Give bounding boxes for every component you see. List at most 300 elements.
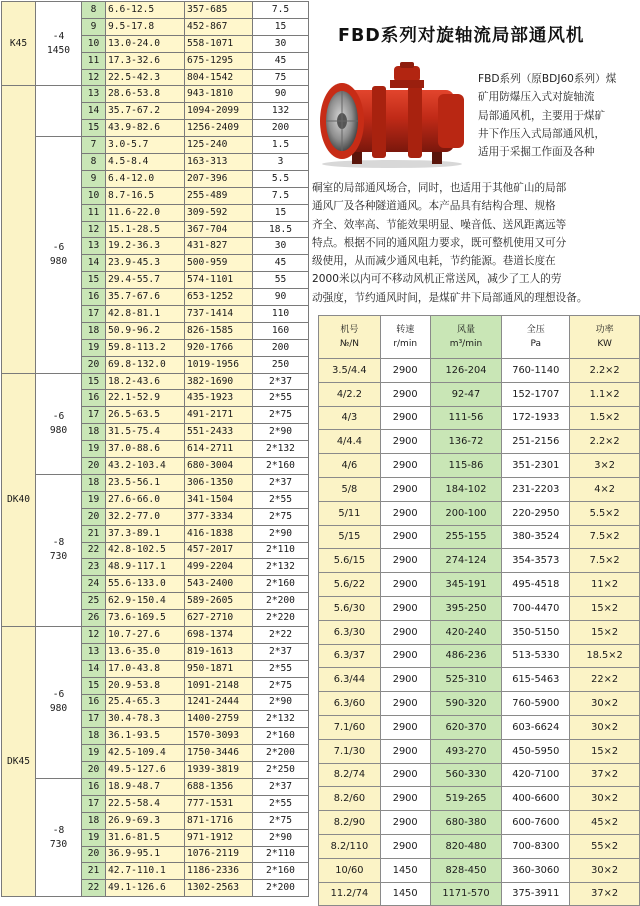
model-cell: 4/6	[319, 454, 381, 478]
pressure-cell: 603-6624	[502, 715, 570, 739]
power-cell: 11×2	[570, 573, 640, 597]
machine-no-cell: 13	[82, 643, 106, 660]
airflow-cell: 519-265	[430, 787, 502, 811]
power-cell: 90	[253, 289, 309, 306]
pressure-cell: 804-1542	[185, 69, 253, 86]
model-cell: K45	[2, 2, 36, 86]
airflow-cell: 31.5-75.4	[106, 424, 185, 441]
model-cell: 8.2/90	[319, 811, 381, 835]
speed-cell: 2900	[380, 811, 430, 835]
power-cell: 2*75	[253, 812, 309, 829]
pole-speed-line: 980	[49, 255, 68, 267]
pressure-cell: 1094-2099	[185, 103, 253, 120]
airflow-cell: 35.7-67.2	[106, 103, 185, 120]
left-spec-table	[1, 1, 309, 897]
airflow-cell: 111-56	[430, 406, 502, 430]
pole-speed-cell	[36, 626, 82, 778]
pole-speed-line: -6	[52, 241, 65, 253]
airflow-cell: 10.7-27.6	[106, 626, 185, 643]
airflow-cell: 32.2-77.0	[106, 508, 185, 525]
power-cell: 2*37	[253, 643, 309, 660]
model-cell: 10/60	[319, 858, 381, 882]
pole-speed-line: -8	[52, 537, 65, 549]
speed-cell: 1450	[380, 882, 430, 906]
power-cell: 2*75	[253, 677, 309, 694]
airflow-cell: 820-480	[430, 834, 502, 858]
airflow-cell: 31.6-81.5	[106, 829, 185, 846]
machine-no-cell: 18	[82, 322, 106, 339]
pressure-cell: 450-5950	[502, 739, 570, 763]
pole-speed-line: 980	[49, 703, 68, 715]
pressure-cell: 760-5900	[502, 692, 570, 716]
table-row	[319, 573, 640, 597]
model-cell: 5.6/22	[319, 573, 381, 597]
airflow-cell: 42.8-81.1	[106, 306, 185, 323]
pole-speed-cell	[36, 474, 82, 626]
power-cell: 2*220	[253, 610, 309, 627]
airflow-cell: 136-72	[430, 430, 502, 454]
header-unit: r/min	[393, 339, 418, 349]
power-cell: 2*90	[253, 694, 309, 711]
pressure-cell: 152-1707	[502, 382, 570, 406]
speed-cell: 2900	[380, 359, 430, 383]
pressure-cell: 653-1252	[185, 289, 253, 306]
model-cell: 11.2/74	[319, 882, 381, 906]
airflow-cell: 37.0-88.6	[106, 441, 185, 458]
table-header-cell	[319, 316, 381, 359]
pressure-cell: 452-867	[185, 18, 253, 35]
power-cell: 2.2×2	[570, 430, 640, 454]
description-right	[478, 70, 616, 161]
machine-no-cell: 24	[82, 576, 106, 593]
airflow-cell: 255-155	[430, 525, 502, 549]
pressure-cell: 819-1613	[185, 643, 253, 660]
power-cell: 2*55	[253, 660, 309, 677]
pressure-cell: 1186-2336	[185, 863, 253, 880]
pressure-cell: 614-2711	[185, 441, 253, 458]
machine-no-cell: 14	[82, 103, 106, 120]
pressure-cell: 1570-3093	[185, 728, 253, 745]
airflow-cell: 8.7-16.5	[106, 187, 185, 204]
fan-spec-table-right	[318, 315, 640, 906]
model-cell: 3.5/4.4	[319, 359, 381, 383]
speed-cell: 1450	[380, 858, 430, 882]
model-cell: DK40	[2, 373, 36, 626]
airflow-cell: 59.8-113.2	[106, 339, 185, 356]
power-cell: 37×2	[570, 882, 640, 906]
model-cell: 4/4.4	[319, 430, 381, 454]
description-line: 局部通风机，主要用于煤矿	[478, 109, 606, 122]
pressure-cell: 777-1531	[185, 795, 253, 812]
airflow-cell: 115-86	[430, 454, 502, 478]
power-cell: 22×2	[570, 668, 640, 692]
pressure-cell: 1302-2563	[185, 880, 253, 897]
power-cell: 30×2	[570, 858, 640, 882]
airflow-cell: 50.9-96.2	[106, 322, 185, 339]
machine-no-cell: 8	[82, 154, 106, 171]
model-cell: 4/2.2	[319, 382, 381, 406]
speed-cell: 2900	[380, 525, 430, 549]
airflow-cell: 493-270	[430, 739, 502, 763]
speed-cell: 2900	[380, 715, 430, 739]
pressure-cell: 551-2433	[185, 424, 253, 441]
table-header-cell	[570, 316, 640, 359]
airflow-cell: 1171-570	[430, 882, 502, 906]
description-line: 2000米以内可不移动风机正常送风，减少了工人的劳	[312, 273, 562, 286]
machine-no-cell: 11	[82, 204, 106, 221]
machine-no-cell: 15	[82, 373, 106, 390]
model-cell: 6.3/44	[319, 668, 381, 692]
pressure-cell: 435-1923	[185, 390, 253, 407]
pressure-cell: 306-1350	[185, 474, 253, 491]
power-cell: 30	[253, 35, 309, 52]
power-cell: 7.5×2	[570, 525, 640, 549]
power-cell: 37×2	[570, 763, 640, 787]
description-line: 通风厂及各种隧道通风。本产品具有结构合理、规格	[312, 200, 556, 213]
airflow-cell: 55.6-133.0	[106, 576, 185, 593]
description-line: 动强度，节约通风时间，是煤矿井下局部通风的理想设备。	[312, 291, 588, 304]
table-row	[319, 596, 640, 620]
airflow-cell: 828-450	[430, 858, 502, 882]
airflow-cell: 486-236	[430, 644, 502, 668]
pole-speed-line: -6	[52, 689, 65, 701]
header-line: 转速	[396, 325, 415, 335]
machine-no-cell: 19	[82, 491, 106, 508]
airflow-cell: 4.5-8.4	[106, 154, 185, 171]
pressure-cell: 1091-2148	[185, 677, 253, 694]
pressure-cell: 341-1504	[185, 491, 253, 508]
airflow-cell: 26.5-63.5	[106, 407, 185, 424]
pressure-cell: 255-489	[185, 187, 253, 204]
table-row	[319, 644, 640, 668]
pressure-cell: 457-2017	[185, 542, 253, 559]
pressure-cell: 1076-2119	[185, 846, 253, 863]
speed-cell: 2900	[380, 787, 430, 811]
pressure-cell: 350-5150	[502, 620, 570, 644]
airflow-cell: 680-380	[430, 811, 502, 835]
airflow-cell: 22.5-42.3	[106, 69, 185, 86]
airflow-cell: 69.8-132.0	[106, 356, 185, 373]
power-cell: 1.5	[253, 137, 309, 154]
table-row	[319, 620, 640, 644]
airflow-cell: 27.6-66.0	[106, 491, 185, 508]
table-row	[319, 787, 640, 811]
power-cell: 200	[253, 339, 309, 356]
power-cell: 2*200	[253, 745, 309, 762]
machine-no-cell: 16	[82, 778, 106, 795]
machine-no-cell: 21	[82, 863, 106, 880]
power-cell: 30×2	[570, 787, 640, 811]
machine-no-cell: 23	[82, 559, 106, 576]
pole-speed-cell	[36, 137, 82, 373]
power-cell: 30	[253, 238, 309, 255]
machine-no-cell: 25	[82, 593, 106, 610]
machine-no-cell: 26	[82, 610, 106, 627]
model-cell: 5/11	[319, 501, 381, 525]
model-cell: 5.6/15	[319, 549, 381, 573]
airflow-cell: 37.3-89.1	[106, 525, 185, 542]
airflow-cell: 15.1-28.5	[106, 221, 185, 238]
airflow-cell: 42.7-110.1	[106, 863, 185, 880]
pressure-cell: 871-1716	[185, 812, 253, 829]
airflow-cell: 19.2-36.3	[106, 238, 185, 255]
power-cell: 1.5×2	[570, 406, 640, 430]
power-cell: 5.5×2	[570, 501, 640, 525]
table-row	[319, 834, 640, 858]
speed-cell: 2900	[380, 596, 430, 620]
pressure-cell: 163-313	[185, 154, 253, 171]
power-cell: 15×2	[570, 620, 640, 644]
power-cell: 2*250	[253, 762, 309, 779]
speed-cell: 2900	[380, 549, 430, 573]
description-bottom	[312, 179, 587, 307]
machine-no-cell: 22	[82, 542, 106, 559]
table-row	[319, 382, 640, 406]
table-row	[319, 454, 640, 478]
power-cell: 55	[253, 272, 309, 289]
airflow-cell: 22.5-58.4	[106, 795, 185, 812]
machine-no-cell: 12	[82, 626, 106, 643]
power-cell: 2.2×2	[570, 359, 640, 383]
table-row	[2, 2, 309, 19]
airflow-cell: 274-124	[430, 549, 502, 573]
pole-speed-cell	[36, 778, 82, 896]
table-row	[319, 477, 640, 501]
power-cell: 1.1×2	[570, 382, 640, 406]
machine-no-cell: 19	[82, 829, 106, 846]
machine-no-cell: 20	[82, 508, 106, 525]
speed-cell: 2900	[380, 454, 430, 478]
table-row	[319, 501, 640, 525]
pressure-cell: 431-827	[185, 238, 253, 255]
table-row	[2, 86, 309, 103]
speed-cell: 2900	[380, 739, 430, 763]
pressure-cell: 220-2950	[502, 501, 570, 525]
power-cell: 45	[253, 255, 309, 272]
pressure-cell: 420-7100	[502, 763, 570, 787]
pressure-cell: 495-4518	[502, 573, 570, 597]
airflow-cell: 6.4-12.0	[106, 170, 185, 187]
machine-no-cell: 9	[82, 18, 106, 35]
pressure-cell: 971-1912	[185, 829, 253, 846]
machine-no-cell: 14	[82, 660, 106, 677]
pressure-cell: 737-1414	[185, 306, 253, 323]
airflow-cell: 36.9-95.1	[106, 846, 185, 863]
power-cell: 2*160	[253, 728, 309, 745]
pressure-cell: 675-1295	[185, 52, 253, 69]
pressure-cell: 125-240	[185, 137, 253, 154]
power-cell: 30×2	[570, 692, 640, 716]
model-cell: 5.6/30	[319, 596, 381, 620]
pole-speed-line: 730	[49, 838, 68, 850]
airflow-cell: 23.9-45.3	[106, 255, 185, 272]
model-cell: 8.2/74	[319, 763, 381, 787]
power-cell: 15	[253, 18, 309, 35]
power-cell: 3×2	[570, 454, 640, 478]
airflow-cell: 620-370	[430, 715, 502, 739]
airflow-cell: 525-310	[430, 668, 502, 692]
speed-cell: 2900	[380, 644, 430, 668]
machine-no-cell: 13	[82, 86, 106, 103]
header-line: 功率	[595, 325, 614, 335]
speed-cell: 2900	[380, 763, 430, 787]
pressure-cell: 500-959	[185, 255, 253, 272]
pressure-cell: 615-5463	[502, 668, 570, 692]
pressure-cell: 400-6600	[502, 787, 570, 811]
description-line: 矿用防爆压入式对旋轴流	[478, 91, 595, 104]
airflow-cell: 395-250	[430, 596, 502, 620]
fan-spec-table-left	[1, 1, 309, 897]
table-row	[319, 406, 640, 430]
table-row	[319, 715, 640, 739]
power-cell: 5.5	[253, 170, 309, 187]
airflow-cell: 13.0-24.0	[106, 35, 185, 52]
power-cell: 2*160	[253, 576, 309, 593]
power-cell: 15	[253, 204, 309, 221]
machine-no-cell: 17	[82, 711, 106, 728]
machine-no-cell: 20	[82, 846, 106, 863]
pressure-cell: 513-5330	[502, 644, 570, 668]
machine-no-cell: 20	[82, 356, 106, 373]
airflow-cell: 420-240	[430, 620, 502, 644]
power-cell: 2*90	[253, 829, 309, 846]
header-line: 全压	[526, 325, 545, 335]
model-cell: 8.2/60	[319, 787, 381, 811]
model-cell: 5/8	[319, 477, 381, 501]
speed-cell: 2900	[380, 477, 430, 501]
airflow-cell: 23.5-56.1	[106, 474, 185, 491]
machine-no-cell: 22	[82, 880, 106, 897]
header-unit: KW	[597, 339, 612, 349]
pressure-cell: 700-4470	[502, 596, 570, 620]
fan-product-illustration	[312, 60, 472, 170]
airflow-cell: 200-100	[430, 501, 502, 525]
machine-no-cell: 17	[82, 795, 106, 812]
speed-cell: 2900	[380, 406, 430, 430]
speed-cell: 2900	[380, 692, 430, 716]
power-cell: 2*110	[253, 542, 309, 559]
model-cell: 8.2/110	[319, 834, 381, 858]
pressure-cell: 920-1766	[185, 339, 253, 356]
airflow-cell: 13.6-35.0	[106, 643, 185, 660]
power-cell: 2*132	[253, 441, 309, 458]
header-unit: Pa	[530, 339, 542, 349]
power-cell: 2*22	[253, 626, 309, 643]
airflow-cell: 73.6-169.5	[106, 610, 185, 627]
airflow-cell: 560-330	[430, 763, 502, 787]
machine-no-cell: 14	[82, 255, 106, 272]
header-line: 机号	[340, 325, 359, 335]
model-cell: 7.1/60	[319, 715, 381, 739]
airflow-cell: 92-47	[430, 382, 502, 406]
header-unit: m³/min	[449, 339, 483, 349]
airflow-cell: 42.8-102.5	[106, 542, 185, 559]
machine-no-cell: 17	[82, 306, 106, 323]
airflow-cell: 126-204	[430, 359, 502, 383]
power-cell: 2*160	[253, 863, 309, 880]
table-row	[2, 778, 309, 795]
pole-speed-line: -4	[52, 30, 65, 42]
speed-cell: 2900	[380, 430, 430, 454]
airflow-cell: 20.9-53.8	[106, 677, 185, 694]
power-cell: 45×2	[570, 811, 640, 835]
power-cell: 4×2	[570, 477, 640, 501]
model-cell: 6.3/30	[319, 620, 381, 644]
table-row	[2, 373, 309, 390]
description-line: 特点。根据不同的通风阻力要求，既可整机使用又可分	[312, 236, 567, 249]
speed-cell: 2900	[380, 620, 430, 644]
pressure-cell: 251-2156	[502, 430, 570, 454]
power-cell: 7.5	[253, 187, 309, 204]
machine-no-cell: 16	[82, 694, 106, 711]
pressure-cell: 354-3573	[502, 549, 570, 573]
table-row	[319, 858, 640, 882]
table-row	[319, 692, 640, 716]
power-cell: 250	[253, 356, 309, 373]
description-line: 适用于采掘工作面及各种	[478, 146, 595, 159]
power-cell: 2*75	[253, 508, 309, 525]
table-row	[319, 549, 640, 573]
header-unit: №/N	[339, 339, 359, 349]
pressure-cell: 589-2605	[185, 593, 253, 610]
pole-speed-line: -8	[52, 824, 65, 836]
description-line: 井下作压入式局部通风机，	[478, 127, 606, 140]
pressure-cell: 1939-3819	[185, 762, 253, 779]
table-row	[2, 474, 309, 491]
table-row	[2, 137, 309, 154]
speed-cell: 2900	[380, 382, 430, 406]
airflow-cell: 345-191	[430, 573, 502, 597]
machine-no-cell: 18	[82, 424, 106, 441]
airflow-cell: 6.6-12.5	[106, 2, 185, 19]
model-cell: 6.3/37	[319, 644, 381, 668]
speed-cell: 2900	[380, 668, 430, 692]
machine-no-cell: 7	[82, 137, 106, 154]
model-cell: 4/3	[319, 406, 381, 430]
pole-speed-cell	[36, 2, 82, 86]
machine-no-cell: 12	[82, 69, 106, 86]
power-cell: 2*55	[253, 491, 309, 508]
pressure-cell: 700-8300	[502, 834, 570, 858]
machine-no-cell: 11	[82, 52, 106, 69]
airflow-cell: 29.4-55.7	[106, 272, 185, 289]
pressure-cell: 1400-2759	[185, 711, 253, 728]
pressure-cell: 600-7600	[502, 811, 570, 835]
machine-no-cell: 18	[82, 728, 106, 745]
power-cell: 15×2	[570, 596, 640, 620]
power-cell: 75	[253, 69, 309, 86]
machine-no-cell: 18	[82, 812, 106, 829]
pressure-cell: 416-1838	[185, 525, 253, 542]
airflow-cell: 22.1-52.9	[106, 390, 185, 407]
machine-no-cell: 8	[82, 2, 106, 19]
description-line: 级使用，从而减少通风电耗，节约能源。巷道长度在	[312, 255, 556, 268]
pressure-cell: 207-396	[185, 170, 253, 187]
machine-no-cell: 10	[82, 35, 106, 52]
table-row	[319, 668, 640, 692]
description-line: 硐室的局部通风场合，同时，也适用于其他矿山的局部	[312, 182, 567, 194]
pole-speed-line: 980	[49, 424, 68, 436]
pressure-cell: 360-3060	[502, 858, 570, 882]
airflow-cell: 49.1-126.6	[106, 880, 185, 897]
airflow-cell: 49.5-127.6	[106, 762, 185, 779]
power-cell: 110	[253, 306, 309, 323]
table-header-cell	[502, 316, 570, 359]
power-cell: 18.5×2	[570, 644, 640, 668]
airflow-cell: 590-320	[430, 692, 502, 716]
pressure-cell: 1256-2409	[185, 120, 253, 137]
pressure-cell: 309-592	[185, 204, 253, 221]
